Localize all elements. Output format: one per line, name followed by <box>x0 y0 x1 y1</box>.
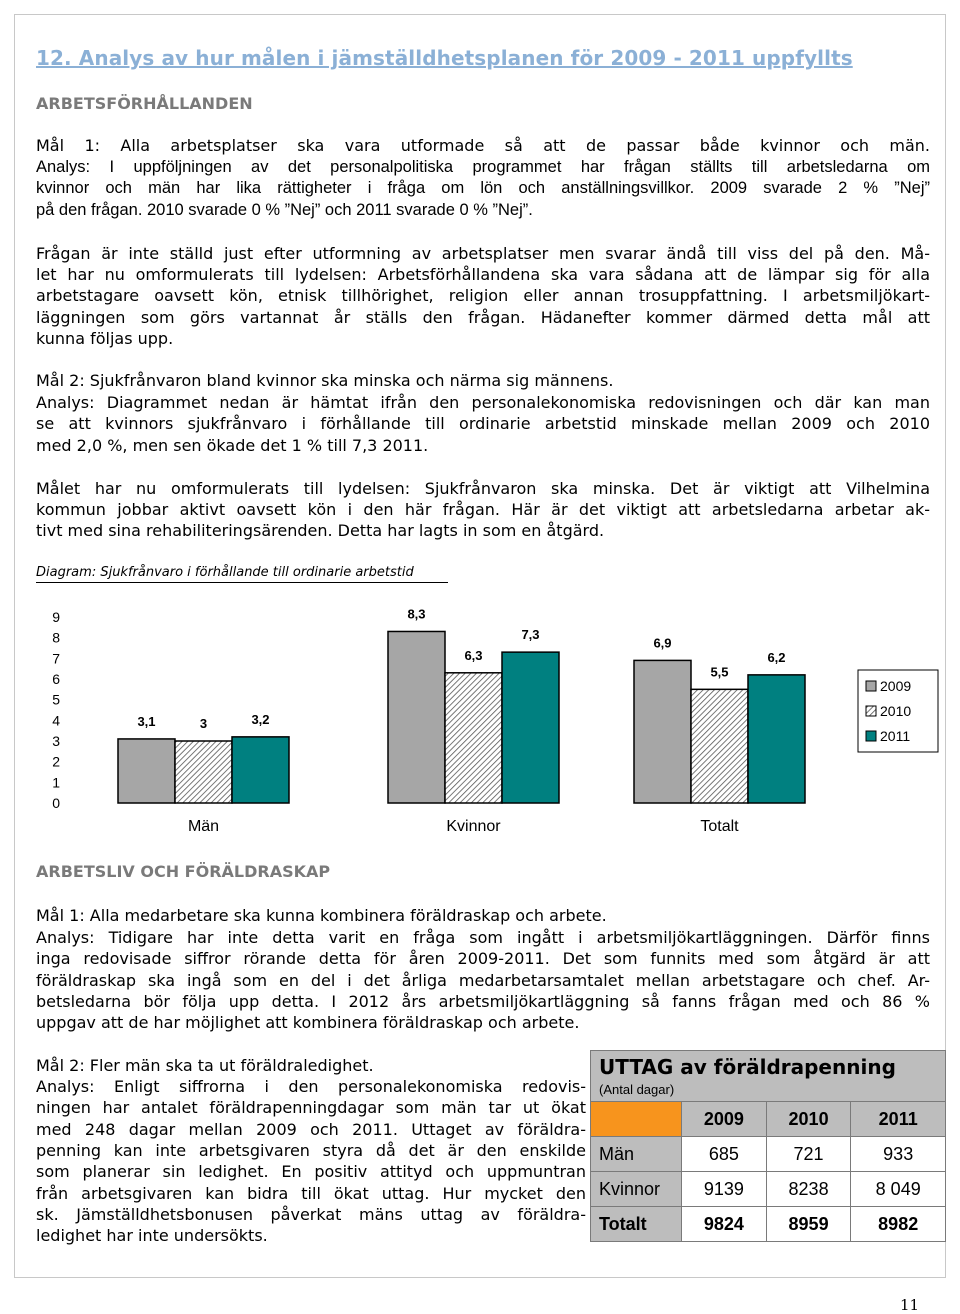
data-label: 3 <box>199 716 208 731</box>
text-line: Mål 2: Sjukfrånvaron bland kvinnor ska minska och närma sig männens. <box>36 371 614 390</box>
text-line: sk. Jämställdhetsbonusen påverkat mäns uttag av föräldra- <box>36 1205 586 1224</box>
legend-swatch <box>866 681 876 691</box>
data-label: 7,3 <box>521 627 540 643</box>
y-tick-label: 0 <box>52 795 60 811</box>
y-tick-label: 6 <box>52 671 60 687</box>
legend-swatch <box>866 706 876 716</box>
table-row-label: Totalt <box>591 1207 682 1242</box>
text-line: Analys: Enligt siffrorna i den personalekonomiska redovis- <box>36 1077 586 1096</box>
y-tick-label: 4 <box>52 712 60 729</box>
text-line: som planerar sin ledighet. En positiv attityd och uppmuntran <box>36 1162 586 1181</box>
table-subtitle: (Antal dagar) <box>599 1082 675 1097</box>
text-line: kunna följas upp. <box>36 329 174 348</box>
data-label: 6,3 <box>464 647 483 663</box>
table-row <box>591 1137 946 1172</box>
bar <box>748 675 805 803</box>
table-cell: 685 <box>682 1137 767 1172</box>
data-label: 3,2 <box>251 711 270 727</box>
y-tick-label: 7 <box>52 650 60 667</box>
table-cell: 8982 <box>851 1207 946 1242</box>
text-line: betsledarna bör följa upp detta. I 2012 års arbetsmiljökartläggning så fanns frågan med och 86 % <box>36 992 930 1011</box>
text-line: föräldraskap ska ingå som en del i det årliga medarbetarsamtalet mellan arbetstagare och chef. Ar- <box>36 971 930 990</box>
bar <box>691 689 748 803</box>
text-line: penning kan inte arbetsgivaren styra då det är den enskilde <box>36 1141 586 1160</box>
bar <box>388 631 445 803</box>
text-line: Analys: I uppföljningen av det personalpolitiska programmet har frågan ställts till arbetsledarna om <box>36 158 930 176</box>
data-label: 8,3 <box>407 606 426 622</box>
data-label: 6,9 <box>653 635 672 651</box>
table-title: UTTAG av föräldrapenning <box>599 1055 896 1079</box>
parental-benefit-table <box>590 1050 946 1242</box>
text-line: med 2,0 %, men sen ökade det 1 % till 7,3 2011. <box>36 436 429 455</box>
table-row <box>591 1207 946 1242</box>
table-cell: 8238 <box>766 1172 851 1207</box>
table-row-label: Kvinnor <box>591 1172 682 1207</box>
category-label: Kvinnor <box>446 818 501 835</box>
bar <box>502 652 559 803</box>
text-line: Mål 2: Fler män ska ta ut föräldraledighet. <box>36 1056 374 1075</box>
text-line: tivt med sina rehabiliteringsärenden. Detta har lagts in som en åtgärd. <box>36 521 605 540</box>
data-label: 3,1 <box>137 713 156 729</box>
text-line: arbetstagare oavsett kön, etnisk tillhörighet, religion eller annan trosuppfattning. I arbetsmiljökart- <box>36 286 930 305</box>
text-line: ledighet har inte undersökts. <box>36 1226 268 1245</box>
y-tick-label: 3 <box>52 733 60 749</box>
text-line: Målet har nu omformulerats till lydelsen: Sjukfrånvaron ska minska. Det är viktigt att Vilhelmina <box>36 479 930 498</box>
text-line: läggningen som görs vartannat år ställs den frågan. Hädanefter kommer därmed detta mål att <box>36 308 930 327</box>
legend-label: 2009 <box>880 678 912 694</box>
table-header-cell: 2009 <box>682 1102 767 1137</box>
text-line: från arbetsgivaren kan bidra till ökat uttag. Hur mycket den <box>36 1184 586 1203</box>
data-label: 5,5 <box>710 664 729 680</box>
table-cell: 9824 <box>682 1207 767 1242</box>
text-line: kommun jobbar aktivt oavsett kön i den här frågan. Här är det viktigt att arbetsledarna arbetar ak- <box>36 500 930 519</box>
text-line: med 248 dagar mellan 2009 och 2011. Uttaget av föräldra- <box>36 1120 586 1139</box>
table-cell: 933 <box>851 1137 946 1172</box>
y-tick-label: 5 <box>52 691 60 708</box>
text-line: Mål 1: Alla medarbetare ska kunna kombinera föräldraskap och arbete. <box>36 906 607 925</box>
table-header-cell: 2011 <box>851 1102 946 1137</box>
category-label: Totalt <box>700 818 739 835</box>
page-heading: 12. Analys av hur målen i jämställdhetsplanen för 2009 - 2011 uppfyllts <box>36 46 853 70</box>
text-line: uppgav att de har möjlighet att kombinera föräldraskap och arbete. <box>36 1013 580 1032</box>
caption-underline <box>36 582 448 583</box>
text-line: Analys: Tidigare har inte detta varit en fråga som ingått i arbetsmiljökartläggningen. Därför finns <box>36 928 930 947</box>
table-cell: 9139 <box>682 1172 767 1207</box>
text-line: Mål 1: Alla arbetsplatser ska vara utformade så att de passar både kvinnor och män. <box>36 136 930 155</box>
text-line: let har nu omformulerats till lydelsen: Arbetsförhållandena ska vara sådana att de lämpar sig för alla <box>36 265 930 284</box>
category-label: Män <box>187 818 220 835</box>
data-label: 6,2 <box>767 649 786 665</box>
table-cell: 8959 <box>766 1207 851 1242</box>
y-tick-label: 2 <box>52 753 60 770</box>
text-line: inga redovisade siffror rörande detta för åren 2009-2011. Det som funnits med som åtgärd är att <box>36 949 930 968</box>
bar <box>445 673 502 803</box>
table-corner-cell <box>591 1102 682 1137</box>
y-tick-label: 9 <box>52 609 60 625</box>
y-tick-label: 1 <box>52 774 60 791</box>
legend-label: 2011 <box>880 728 911 744</box>
bar <box>232 737 289 803</box>
text-line: kvinnor och män har lika rättigheter i fråga om lön och anställningsvillkor. 2009 svarade 2 % ”Nej” <box>36 179 930 197</box>
table-row <box>591 1172 946 1207</box>
legend-label: 2010 <box>880 703 912 719</box>
page-number: 11 <box>900 1296 920 1314</box>
table-cell: 8 049 <box>851 1172 946 1207</box>
table-row-label: Män <box>591 1137 682 1172</box>
diagram-caption: Diagram: Sjukfrånvaro i förhållande till ordinarie arbetstid <box>36 565 414 580</box>
bar <box>118 739 175 803</box>
text-line: Analys: Diagrammet nedan är hämtat ifrån den personalekonomiska redovisningen och där kan man <box>36 393 930 412</box>
bar <box>634 660 691 803</box>
text-line: ningen har antalet föräldrapenningdagar som män tar ut ökat <box>36 1098 586 1117</box>
text-line: se att kvinnors sjukfrånvaro i förhållande till ordinarie arbetstid minskade mellan 2009 och 2010 <box>36 414 930 433</box>
text-line: på den frågan. 2010 svarade 0 % ”Nej” och 2011 svarade 0 % ”Nej”. <box>36 201 533 219</box>
section-title-arbetsliv: ARBETSLIV OCH FÖRÄLDRASKAP <box>36 862 331 881</box>
section-title-arbetsforhallanden: ARBETSFÖRHÅLLANDEN <box>36 94 253 113</box>
table-header-cell: 2010 <box>766 1102 851 1137</box>
y-tick-label: 8 <box>52 629 60 646</box>
bar <box>175 741 232 803</box>
text-line: Frågan är inte ställd just efter utformning av arbetsplatser men svarar ändå till viss del på den. Må- <box>36 244 930 263</box>
table-title-cell <box>591 1051 946 1102</box>
table-cell: 721 <box>766 1137 851 1172</box>
sick-leave-bar-chart <box>40 600 940 840</box>
legend-swatch <box>866 731 876 741</box>
